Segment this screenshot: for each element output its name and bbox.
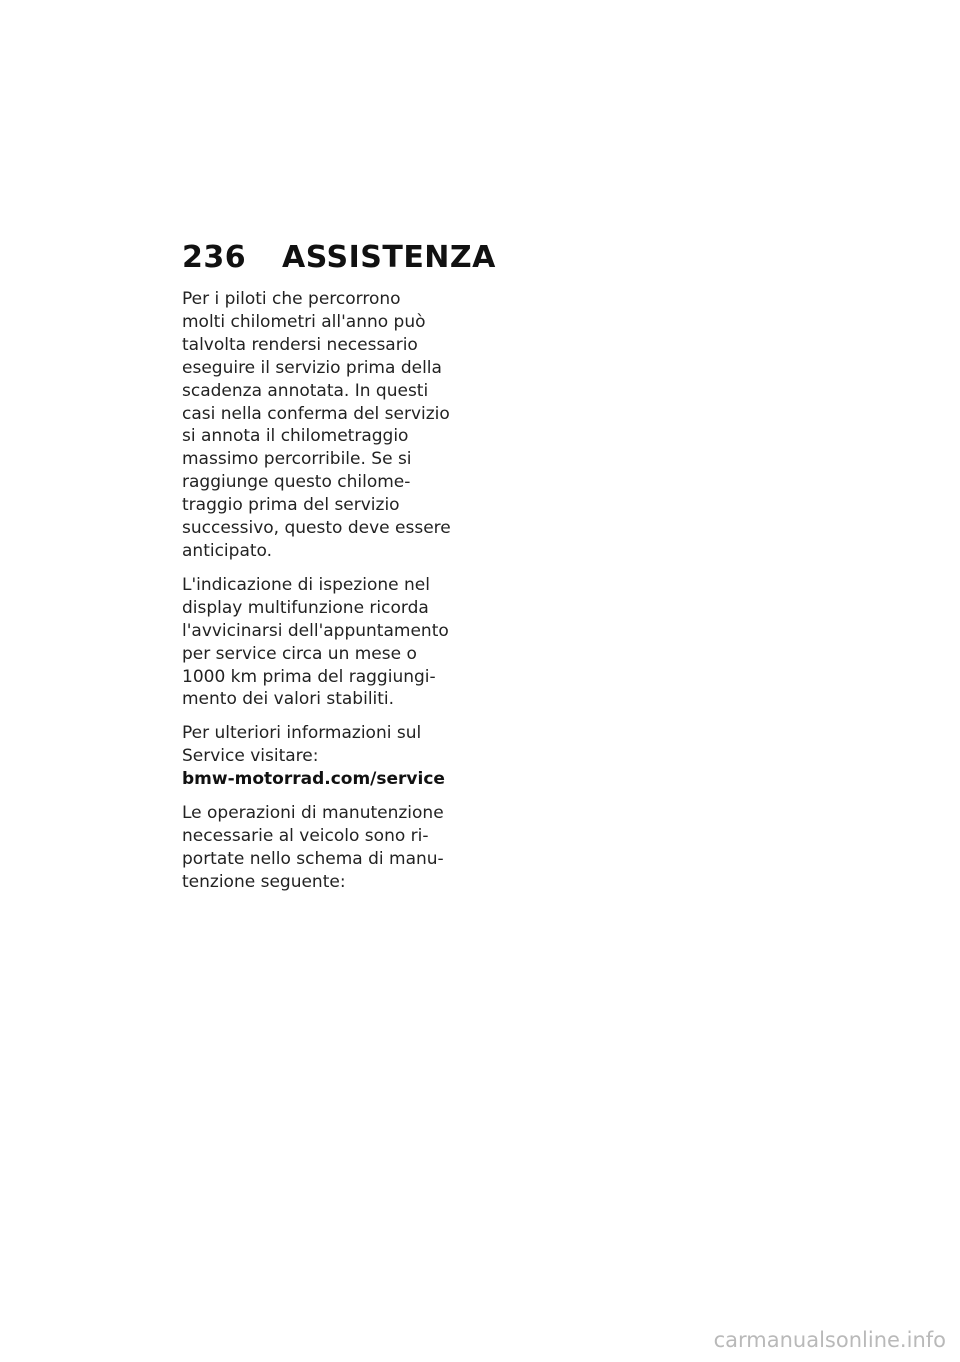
text-line: molti chilometri all'anno può (182, 311, 426, 332)
body-text (182, 288, 472, 905)
text-line: display multifunzione ricorda (182, 597, 429, 618)
text-line: portate nello schema di manu- (182, 848, 444, 869)
text-line: l'avvicinarsi dell'appuntamento (182, 620, 449, 641)
text-line: casi nella conferma del servizio (182, 403, 450, 424)
text-line: Per ulteriori informazioni sul (182, 723, 422, 744)
service-website-link[interactable]: bmw-motorrad.com/service (182, 769, 445, 790)
text-line: eseguire il servizio prima della (182, 357, 442, 378)
paragraph-service-early (182, 288, 472, 563)
text-line: massimo percorribile. Se si (182, 449, 412, 470)
text-line: tenzione seguente: (182, 871, 346, 892)
text-line: per service circa un mese o (182, 643, 417, 664)
text-line: mento dei valori stabiliti. (182, 689, 395, 710)
text-line: anticipato. (182, 540, 273, 561)
text-line: successivo, questo deve essere (182, 518, 451, 539)
paragraph-inspection-indicator (182, 574, 472, 711)
watermark: carmanualsonline.info (713, 1328, 946, 1352)
text-line: talvolta rendersi necessario (182, 334, 418, 355)
text-line: 1000 km prima del raggiungi- (182, 666, 436, 687)
text-line: L'indicazione di ispezione nel (182, 574, 430, 595)
text-line: raggiunge questo chilome- (182, 472, 411, 493)
text-line: Le operazioni di manutenzione (182, 803, 444, 824)
paragraph-more-info (182, 722, 472, 791)
section-title: ASSISTENZA (282, 240, 496, 275)
text-line: traggio prima del servizio (182, 495, 400, 516)
page-header (182, 240, 496, 275)
text-line: Service visitare: (182, 746, 319, 767)
text-line: si annota il chilometraggio (182, 426, 409, 447)
text-line: scadenza annotata. In questi (182, 380, 429, 401)
text-line: Per i piloti che percorrono (182, 289, 401, 309)
page-number: 236 (182, 240, 247, 275)
paragraph-maintenance-schedule (182, 802, 472, 894)
text-line: necessarie al veicolo sono ri- (182, 825, 429, 846)
